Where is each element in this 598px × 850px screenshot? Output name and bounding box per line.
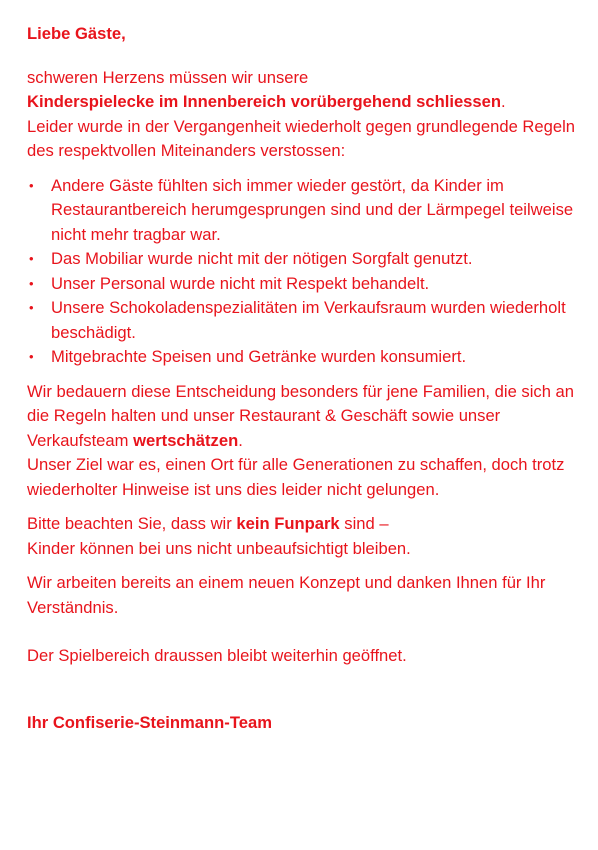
regret-emphasis: wertschätzen [133,430,239,450]
signature: Ihr Confiserie-Steinmann-Team [27,712,272,732]
funpark-text: Bitte beachten Sie, dass wir [27,514,237,533]
funpark-emphasis: kein Funpark [236,514,340,533]
intro-paragraph [27,66,583,164]
outdoor-paragraph: Der Spielbereich draussen bleibt weiterhin geöffnet. [27,646,407,665]
bullet-icon: • [29,251,34,266]
list-item [27,174,583,248]
list-item [27,247,583,272]
regret-paragraph [27,380,583,503]
closure-period: . [501,92,506,111]
funpark-text-end: sind – [339,514,389,533]
bullet-icon: • [29,349,34,364]
intro-line: schweren Herzens müssen wir unsere [27,67,309,87]
closure-reason: Leider wurde in der Vergangenheit wiederholt gegen grundlegende Regeln des respektvollen Miteinanders verstossen: [27,116,575,160]
violations-list [27,174,583,370]
list-item [27,296,583,345]
regret-period: . [238,430,243,450]
list-item [27,345,583,370]
concept-paragraph: Wir arbeiten bereits an einem neuen Konzept und danken Ihnen für Ihr Verständnis. [27,573,546,617]
list-item-text: Mitgebrachte Speisen und Getränke wurden konsumiert. [51,347,467,366]
notice-document [27,22,583,735]
bullet-icon: • [29,300,34,315]
goal-text: Unser Ziel war es, einen Ort für alle Generationen zu schaffen, doch trotz wiederholter Hinweise ist uns dies leider nicht gelungen. [27,455,565,499]
list-item-text: Unsere Schokoladenspezialitäten im Verkaufsraum wurden wiederholt beschädigt. [51,298,566,342]
list-item-text: Das Mobiliar wurde nicht mit der nötigen Sorgfalt genutzt. [51,249,473,268]
list-item-text: Unser Personal wurde nicht mit Respekt behandelt. [51,273,430,293]
bullet-icon: • [29,177,34,193]
regret-text: Wir bedauern diese Entscheidung besonders für jene Familien, die sich an die Regeln halten und unser Restaurant & Geschäft sowie unser Verkaufsteam [27,381,574,450]
supervision-text: Kinder können bei uns nicht unbeaufsichtigt bleiben. [27,538,411,558]
list-item [27,272,583,297]
bullet-icon: • [29,275,34,291]
funpark-notice [27,512,583,561]
closure-announcement: Kinderspielecke im Innenbereich vorübergehend schliessen [27,92,502,111]
list-item-text: Andere Gäste fühlten sich immer wieder gestört, da Kinder im Restaurantbereich herumgesprungen sind und der Lärmpegel teilweise nicht mehr tragbar war. [51,175,574,244]
greeting: Liebe Gäste, [27,24,126,43]
